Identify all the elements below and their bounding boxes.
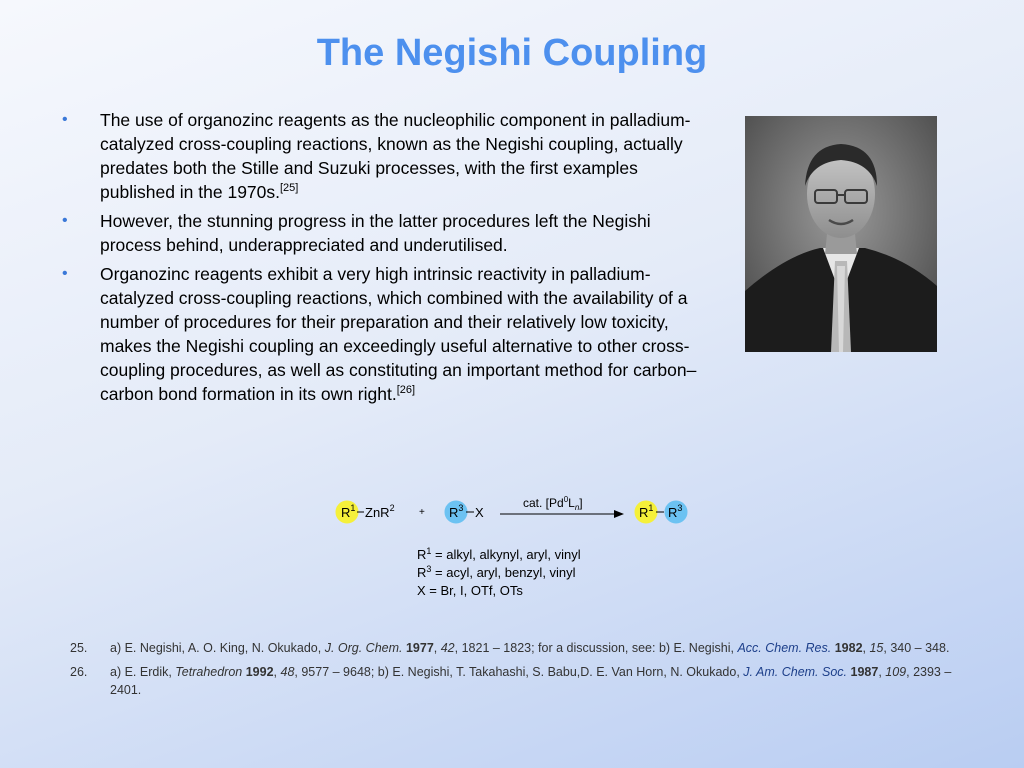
r3-label: $R^3$ xyxy=(449,503,464,520)
bullet-text: However, the stunning progress in the latter procedures left the Negishi process behind, underappreciated and underutilised. xyxy=(100,211,651,255)
catalyst-label: cat. $[Pd^0L_n]$ xyxy=(523,495,583,512)
product-r1-label: $R^1$ xyxy=(639,503,654,520)
product-r3-label: $R^3$ xyxy=(668,503,683,520)
slide-title: The Negishi Coupling xyxy=(316,32,708,74)
citation-ref: [25] xyxy=(280,182,299,194)
bullet-list xyxy=(62,108,712,411)
bullet-item xyxy=(62,209,712,257)
references xyxy=(70,639,970,705)
legend-line: X = Br, I, OTf, OTs xyxy=(417,583,523,598)
reference-number: 26. xyxy=(70,665,88,679)
substituent-legend xyxy=(417,546,581,600)
r1-label: $R^1$ xyxy=(341,503,356,520)
reference-item: 26. a) E. Erdik, Tetrahedron 1992, 48, 9577 – 9648; b) E. Negishi, T. Takahashi, S. Babu,D. E. Van Horn, N. Okukado, J. Am. Chem. Soc. 1987, 109, 2393 – 2401. xyxy=(70,665,952,697)
arrow-head-icon xyxy=(614,510,624,518)
bullet-text: Organozinc reagents exhibit a very high intrinsic reactivity in palladium-catalyzed cross-coupling reactions, which combined with the availability of a number of procedures for their preparation and their relatively low toxicity, makes the Negishi coupling an exceedingly useful alternative to other cross-coupling procedures, as well as constituting an important method for carbon–carbon bond formation in its own right. xyxy=(100,264,697,404)
legend-line: $R^3$ = acyl, aryl, benzyl, vinyl xyxy=(417,564,576,580)
bullet-item xyxy=(62,108,712,204)
reaction-scheme xyxy=(330,490,700,530)
bullet-dot-icon: • xyxy=(62,265,68,282)
bullet-item xyxy=(62,262,712,406)
portrait-photo xyxy=(745,116,937,352)
legend-line: $R^1$ = alkyl, alkynyl, aryl, vinyl xyxy=(417,546,581,562)
plus-sign: + xyxy=(419,507,425,518)
bullet-dot-icon: • xyxy=(62,212,68,229)
citation-ref: [26] xyxy=(396,384,416,396)
znr2-label: ZnR$^2$ xyxy=(365,503,395,520)
portrait-image xyxy=(745,116,937,352)
x-label: X xyxy=(475,505,484,520)
bullet-dot-icon: • xyxy=(62,111,68,128)
reference-number: 25. xyxy=(70,641,88,655)
bullet-text: The use of organozinc reagents as the nucleophilic component in palladium-catalyzed cross-coupling reactions, known as the Negishi coupling, actually predates both the Stille and Suzuki processes, with the first examples published in the 1970s. xyxy=(100,110,691,202)
reference-item: 25. a) E. Negishi, A. O. King, N. Okukado, J. Org. Chem. 1977, 42, 1821 – 1823; for a discussion, see: b) E. Negishi, Acc. Chem. Res. 1982, 15, 340 – 348. xyxy=(70,641,950,655)
